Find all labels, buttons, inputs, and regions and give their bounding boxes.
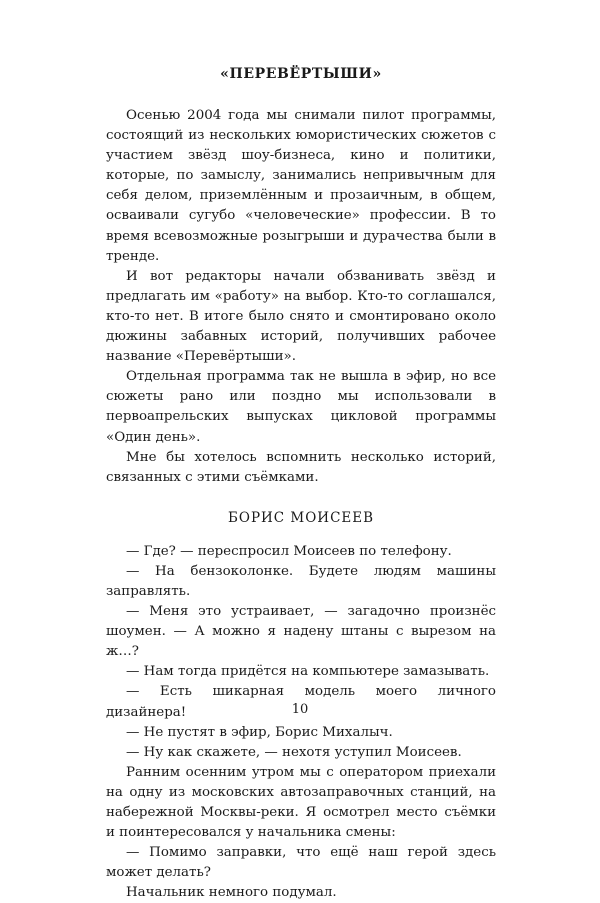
- section-title: БОРИС МОИСЕЕВ: [227, 509, 375, 526]
- chapter-paragraph: Отдельная программа так не вышла в эфир, но все сюжеты рано или поздно мы использовали в первоапрельских выпусках цикловой программы «Один день».: [106, 369, 496, 445]
- section-paragraph: — Ну как скажете, — нехотя уступил Моисеев.: [126, 744, 462, 760]
- section-paragraph: — На бензоколонке. Будете людям машины заправлять.: [106, 563, 496, 599]
- chapter-paragraph: И вот редакторы начали обзванивать звёзд и предлагать им «работу» на выбор. Кто-то соглашался, кто-то нет. В итоге было снято и смонтировано около дюжины забавных историй, получивших рабочее название «Перевёртыши».: [106, 268, 496, 365]
- section-paragraph: Ранним осенним утром мы с оператором приехали на одну из московских автозаправочных станций, на набережной Москвы-реки. Я осмотрел место съёмки и поинтересовался у начальника смены:: [106, 764, 496, 841]
- section-paragraph: — Помимо заправки, что ещё наш герой здесь может делать?: [106, 845, 496, 881]
- chapter-paragraph: Мне бы хотелось вспомнить несколько историй, связанных с этими съёмками.: [106, 449, 496, 485]
- section-paragraph: — Не пустят в эфир, Борис Михалыч.: [126, 724, 393, 740]
- page-number: 10: [291, 702, 309, 717]
- chapter-paragraph: Осенью 2004 года мы снимали пилот программы, состоящий из нескольких юмористических сюжетов с участием звёзд шоу-бизнеса, кино и политики, которые, по замыслу, занимались непривычным для себя делом, приземлённым и прозаичным, в общем, осваивали сугубо «человеческие» профессии. В то время всевозможные розыгрыши и дурачества были в тренде.: [106, 108, 496, 264]
- section-paragraph: — Где? — переспросил Моисеев по телефону.: [126, 543, 452, 559]
- section-paragraph: Начальник немного подумал.: [126, 885, 337, 901]
- book-page: [106, 64, 496, 903]
- chapter-title: «ПЕРЕВЁРТЫШИ»: [220, 66, 382, 82]
- section-paragraph: — Есть шикарная модель моего личного дизайнера!: [106, 684, 496, 720]
- section-paragraph: — Меня это устраивает, — загадочно произнёс шоумен. — А можно я надену штаны с вырезом на ж…?: [106, 604, 496, 660]
- section-paragraph: — Нам тогда придётся на компьютере замазывать.: [126, 664, 490, 680]
